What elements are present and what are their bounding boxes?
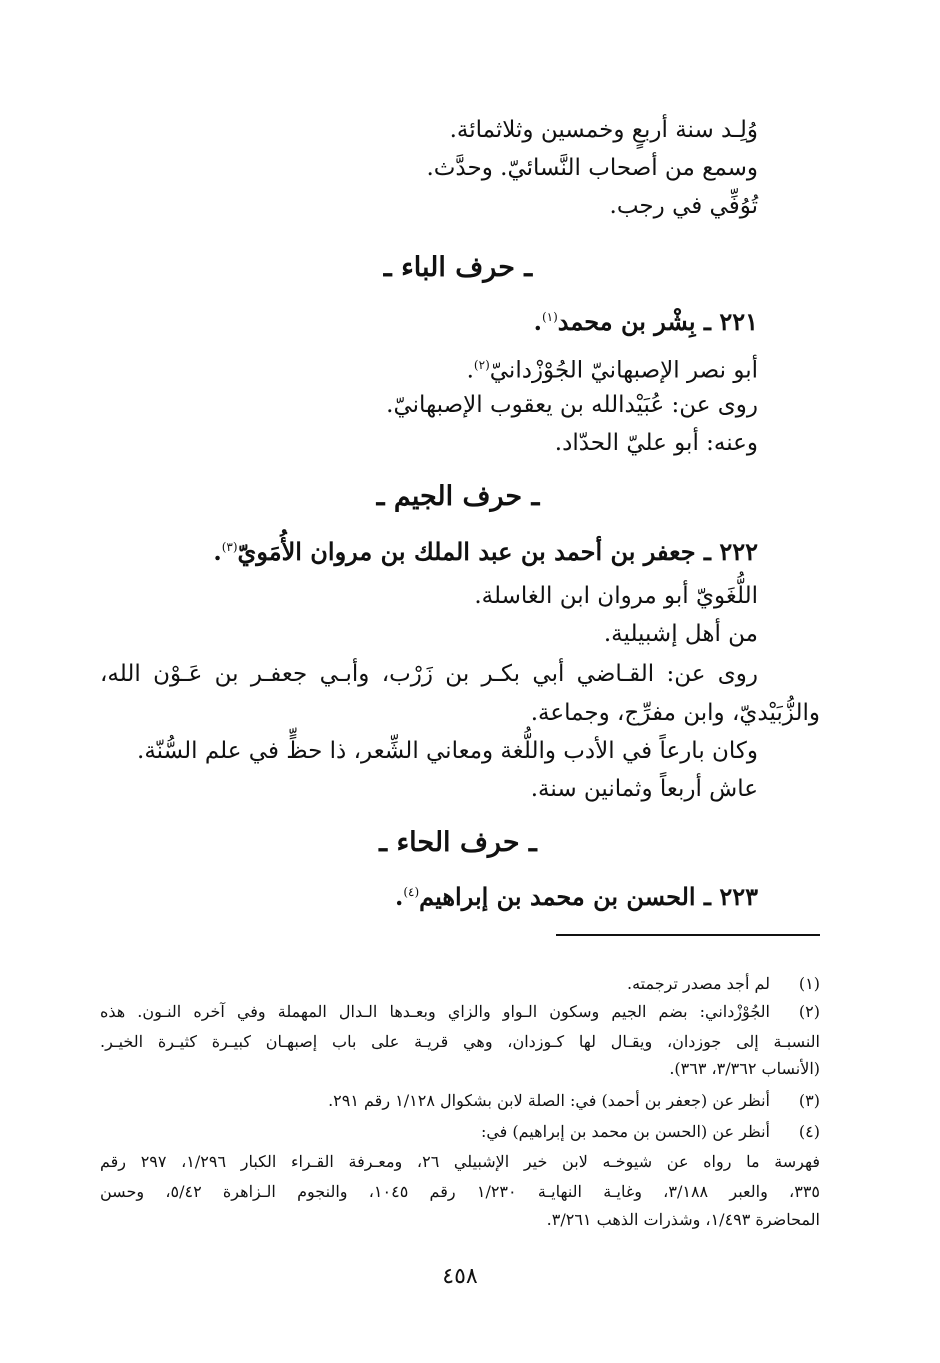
footnote-number: (٤): [798, 1122, 820, 1141]
text-line: وعنه: أبو عليّ الحدّاد.: [554, 430, 758, 456]
footnote-number: (٢): [798, 1002, 820, 1021]
footnote-4-continuation: فهرسة ما رواه عن شيوخـه لابن خير الإشبيلي ٢٦، ومعـرفة القـراء الكبار ١/٢٩٦، ٢٩٧ رقم: [100, 1152, 821, 1171]
footnote-2-continuation: النسبـة إلى جوزدان، ويقـال لها كـوزدان، وهي قريـة على باب إصبهـان كبيـرة كثيـرة الخيـر.: [100, 1032, 820, 1051]
entry-222-title: ٢٢٢ ـ جعفر بن أحمد بن عبد الملك بن مروان الأُمَويّ$^{(٣)}$.: [213, 537, 758, 566]
footnote-text: أنظر عن (جعفر بن أحمد) في: الصلة لابن بشكوال ١/١٢٨ رقم ٢٩١.: [328, 1091, 770, 1110]
text-line: تُوُفِّي في رجب.: [609, 193, 758, 219]
section-heading-jeem: ـ حرف الجيم ـ: [376, 481, 540, 512]
footnote-separator: [556, 934, 820, 936]
footnote-ref: (٢): [473, 358, 490, 372]
text-line: وسمع من أصحاب النَّسائيّ. وحدَّث.: [426, 155, 758, 181]
footnote-4-continuation: المحاضرة ١/٤٩٣، وشذرات الذهب ٣/٢٦١.: [546, 1210, 820, 1229]
footnote-ref: (١): [541, 310, 558, 324]
footnote-text: لم أجد مصدر ترجمته.: [627, 974, 770, 993]
footnote-number: (١): [798, 974, 820, 993]
footnote-4-continuation: ٣٣٥، والعبر ٣/١٨٨، وغايـة النهايـة ١/٢٣٠ رقم ١٠٤٥، والنجوم الـزاهرة ٥/٤٢، وحسن: [100, 1182, 821, 1201]
entry-221-title: ٢٢١ ـ بِشْر بن محمد$^{(١)}$.: [533, 307, 758, 336]
footnote-ref: (٤): [403, 885, 420, 899]
text-line: أبو نصر الإصبهانيّ الجُوْزْدانيّ$^{(٢)}$.: [466, 357, 758, 384]
footnote-text: أنظر عن (الحسن بن محمد بن إبراهيم) في:: [480, 1122, 770, 1141]
page-number: ٤٥٨: [442, 1264, 478, 1289]
text-line: وُلِـد سنة أربعٍ وخمسين وثلاثمائة.: [449, 117, 758, 143]
text-line: روى عن: عُبَيْدالله بن يعقوب الإصبهانيّ.: [386, 392, 758, 418]
text-line-justified: روى عن: القـاضي أبي بكـر بن زَرْب، وأبـي جعفـر بن عَـوْن الله،: [100, 661, 758, 687]
text-line: عاش أربعاً وثمانين سنة.: [530, 776, 758, 802]
footnote-2-continuation: (الأنساب ٣/٣٦٢، ٣٦٣).: [669, 1059, 820, 1078]
footnote-ref: (٣): [221, 540, 238, 554]
entry-223-title: ٢٢٣ ـ الحسن بن محمد بن إبراهيم$^{(٤)}$.: [394, 882, 758, 911]
footnote-text: الجُوْزْداني: بضم الجيم وسكون الـواو والزاي وبعـدها الـدال المهملة وفي آخره النـون. هذه: [100, 1002, 770, 1021]
text-line: من أهل إشبيلية.: [603, 621, 758, 647]
footnote-number: (٣): [798, 1091, 820, 1110]
text-line: اللُّغَويّ أبو مروان ابن الغاسلة.: [474, 583, 758, 609]
text-line: والزُّبَيْديّ، وابن مفرِّج، وجماعة.: [530, 700, 820, 726]
text-line: وكان بارعاً في الأدب واللُّغة ومعاني الشِّعر، ذا حظٍّ في علم السُّنّة.: [137, 738, 758, 764]
section-heading-haa: ـ حرف الحاء ـ: [379, 827, 537, 858]
section-heading-baa: ـ حرف الباء ـ: [383, 252, 533, 283]
